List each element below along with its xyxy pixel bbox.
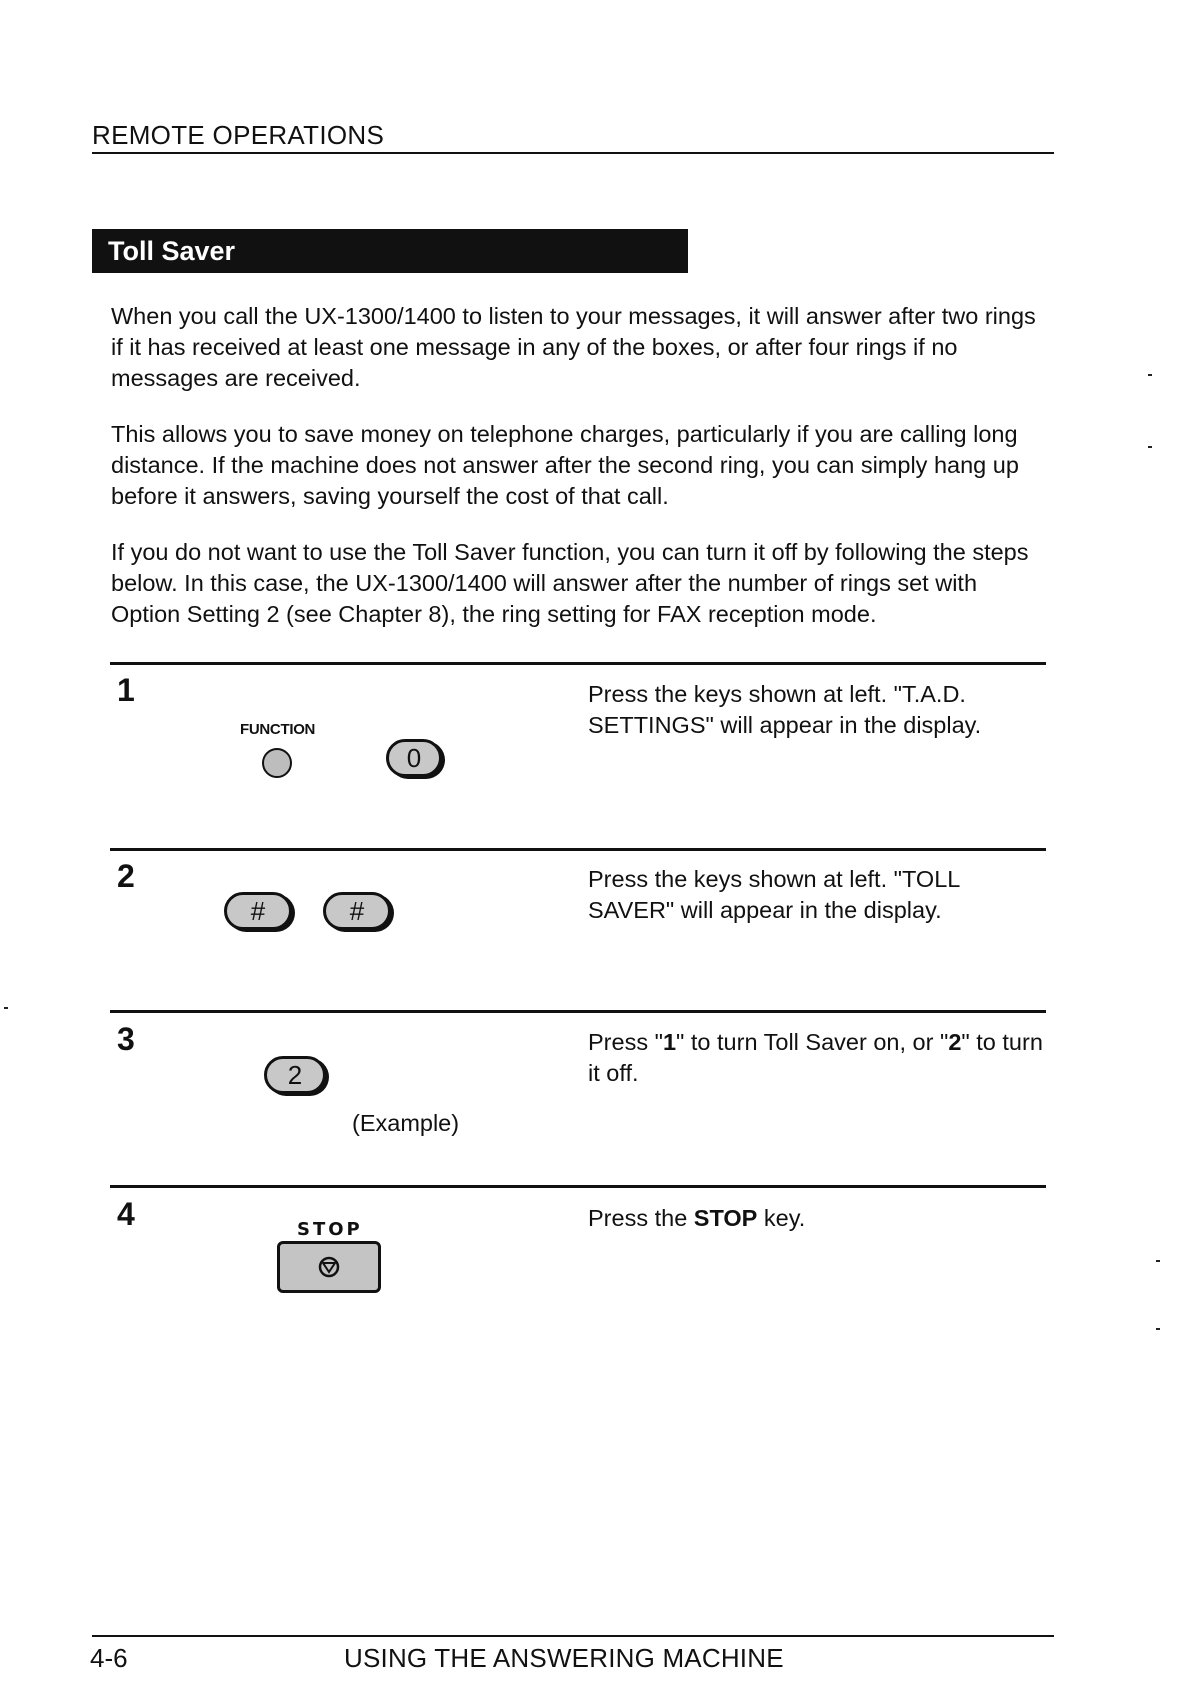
footer-rule <box>92 1635 1054 1637</box>
step-description <box>588 1203 1043 1234</box>
step-rule <box>110 1185 1046 1188</box>
hash-key: # <box>323 892 391 930</box>
paragraph-intro: When you call the UX-1300/1400 to listen to your messages, it will answer after two rings if it has received at least one message in any of the boxes, or after four rings if no messages are received. <box>111 303 1036 391</box>
function-key-label: FUNCTION <box>240 721 316 738</box>
section-header: REMOTE OPERATIONS <box>92 120 385 150</box>
paragraph-savings: This allows you to save money on telephone charges, particularly if you are calling long distance. If the machine does not answer after the second ring, you can simply hang up before it answers, saving yourself the cost of that call. <box>111 421 1019 509</box>
key-2: 2 <box>264 1056 326 1094</box>
desc-text: key. <box>757 1205 806 1231</box>
step-description <box>588 1027 1043 1089</box>
step-number: 2 <box>117 858 135 894</box>
desc-text: " to turn Toll Saver on, or " <box>676 1029 949 1055</box>
function-key <box>262 748 292 778</box>
stop-key-label: STOP <box>297 1219 363 1240</box>
header-rule <box>92 152 1054 154</box>
example-note: (Example) <box>352 1110 460 1136</box>
stop-key <box>277 1241 381 1293</box>
desc-text: " to turn it off. <box>588 1029 1043 1086</box>
chapter-title: USING THE ANSWERING MACHINE <box>344 1643 784 1673</box>
scan-speck <box>1148 374 1152 376</box>
desc-text: Press the <box>588 1205 694 1231</box>
hash-key: # <box>224 892 292 930</box>
stop-icon <box>316 1256 342 1278</box>
scan-speck <box>1156 1328 1160 1330</box>
step-rule <box>110 662 1046 665</box>
scan-speck <box>1148 446 1152 448</box>
scan-speck <box>4 1007 8 1009</box>
step-rule <box>110 1010 1046 1013</box>
step-number: 3 <box>117 1021 135 1057</box>
key-0: 0 <box>386 739 442 777</box>
desc-bold: 2 <box>948 1029 962 1055</box>
section-title: Toll Saver <box>108 236 236 266</box>
desc-bold: STOP <box>693 1205 758 1231</box>
desc-bold: 1 <box>662 1029 677 1055</box>
step-description: Press the keys shown at left. "T.A.D. SETTINGS" will appear in the display. <box>588 681 982 738</box>
paragraph-turn-off: If you do not want to use the Toll Saver function, you can turn it off by following the steps below. In this case, the UX-1300/1400 will answer after the number of rings set with Option Setting 2 (see Chapter 8), the ring setting for FAX reception mode. <box>111 539 1029 627</box>
step-number: 1 <box>117 672 135 708</box>
step-description: Press the keys shown at left. "TOLL SAVER" will appear in the display. <box>588 866 960 923</box>
scan-speck <box>1156 1260 1160 1262</box>
step-number: 4 <box>117 1196 135 1232</box>
page-number: 4-6 <box>90 1643 128 1673</box>
desc-text: Press " <box>588 1029 663 1055</box>
step-rule <box>110 848 1046 851</box>
